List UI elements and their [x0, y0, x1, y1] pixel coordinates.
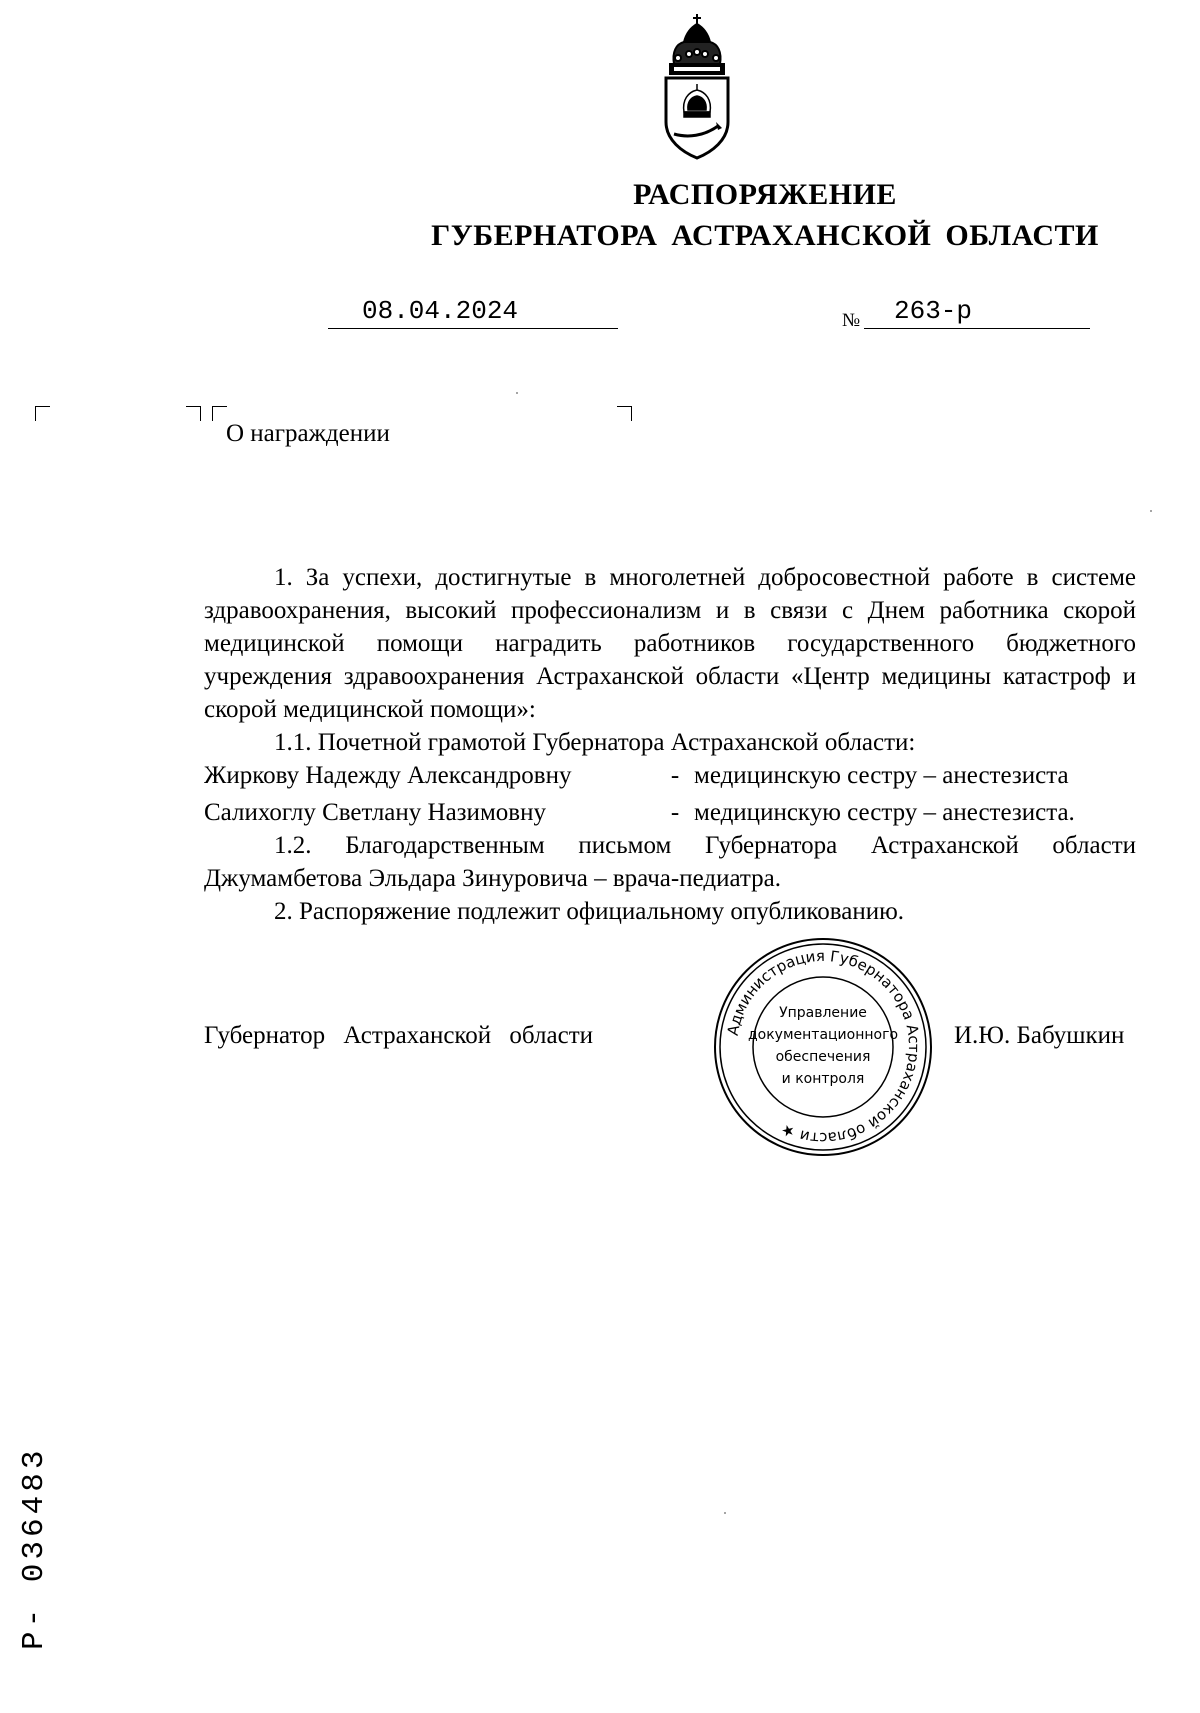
scan-speck: [516, 392, 518, 394]
awardee-dash: -: [670, 762, 680, 789]
corner-mark-mid-left: [212, 406, 227, 421]
document-number: 263-р: [894, 296, 973, 326]
paragraph-1: 1. За успехи, достигнутые в многолетней добросовестной работе в системе здравоохранения, высокий профессионализм и в связи с Днем работника скорой медицинской помощи наградить работников государственного бюджетного учреждения здравоохранения Астраханской области «Центр медицины катастроф и скорой медицинской помощи»:: [204, 564, 1136, 723]
paragraph-1-2-line2: Джумамбетова Эльдара Зинуровича – врача-педиатра.: [204, 865, 781, 892]
paragraph-1-2-line1: 1.2. Благодарственным письмом Губернатора Астраханской области: [274, 832, 1136, 859]
seal-inner-line: обеспечения: [775, 1049, 871, 1065]
awardee-name: Жиркову Надежду Александровну: [204, 762, 572, 789]
issuer-title: ГУБЕРНАТОРА АСТРАХАНСКОЙ ОБЛАСТИ: [431, 219, 1099, 252]
seal-outer-text: Администрация Губернатора Астраханской области ★: [723, 946, 924, 1148]
signatory-name: И.Ю. Бабушкин: [954, 1022, 1125, 1049]
corner-mark-right: [617, 406, 632, 421]
document-date: 08.04.2024: [362, 296, 519, 326]
seal-inner-line: Управление: [779, 1005, 867, 1021]
awardee-row: [204, 796, 1136, 829]
date-underline: [328, 328, 618, 329]
paragraph-2: 2. Распоряжение подлежит официальному опубликованию.: [274, 898, 905, 925]
signatory-position: Губернатор Астраханской области: [204, 1022, 594, 1049]
awardee-position: медицинскую сестру – анестезиста.: [694, 799, 1075, 826]
seal-inner-line: документационного: [747, 1027, 899, 1043]
paragraph-1-1: 1.1. Почетной грамотой Губернатора Астраханской области:: [274, 729, 916, 756]
document-type-title: РАСПОРЯЖЕНИЕ: [633, 178, 897, 211]
number-sign: №: [842, 310, 861, 331]
corner-mark-mid-right: [186, 406, 201, 421]
awardee-name: Салихоглу Светлану Назимовну: [204, 799, 546, 826]
scan-speck: [724, 1512, 726, 1514]
document-subject: О награждении: [226, 420, 390, 447]
number-underline: [864, 328, 1090, 329]
body-text: [204, 561, 1136, 928]
official-seal: [711, 935, 935, 1159]
corner-mark-left: [35, 406, 50, 421]
awardee-dash: -: [670, 799, 680, 826]
coat-of-arms-emblem: [660, 12, 734, 160]
awardee-position: медицинскую сестру – анестезиста: [694, 762, 1069, 789]
awardee-row: [204, 759, 1136, 792]
registration-number: Р- 036483: [17, 1446, 52, 1650]
seal-inner-line: и контроля: [781, 1071, 865, 1087]
scan-speck: [1150, 510, 1152, 512]
